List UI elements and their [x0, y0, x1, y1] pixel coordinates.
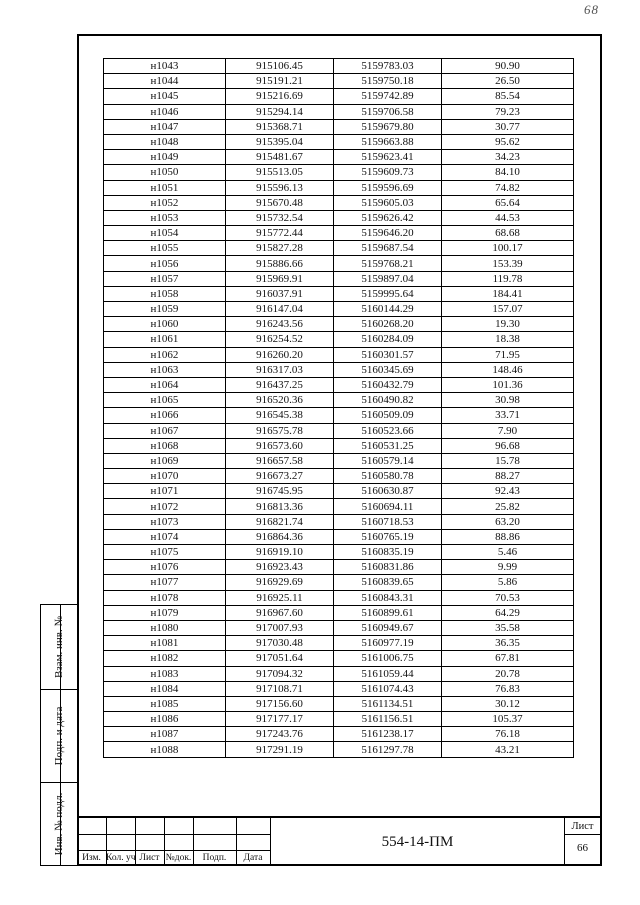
- side-stamp: [40, 604, 78, 866]
- y-coordinate-cell: 5160843.31: [334, 590, 442, 605]
- table-row: [104, 59, 574, 74]
- label-count: Кол. уч: [106, 853, 136, 863]
- point-id-cell: н1067: [104, 423, 226, 438]
- y-coordinate-cell: 5160630.87: [334, 484, 442, 499]
- x-coordinate-cell: 916813.36: [226, 499, 334, 514]
- x-coordinate-cell: 916821.74: [226, 514, 334, 529]
- table-row: [104, 89, 574, 104]
- x-coordinate-cell: 917051.64: [226, 651, 334, 666]
- point-id-cell: н1049: [104, 150, 226, 165]
- y-coordinate-cell: 5159750.18: [334, 74, 442, 89]
- y-coordinate-cell: 5159742.89: [334, 89, 442, 104]
- y-coordinate-cell: 5160899.61: [334, 605, 442, 620]
- point-id-cell: н1046: [104, 104, 226, 119]
- x-coordinate-cell: 916243.56: [226, 317, 334, 332]
- distance-cell: 18.38: [442, 332, 574, 347]
- x-coordinate-cell: 916864.36: [226, 529, 334, 544]
- x-coordinate-cell: 917007.93: [226, 620, 334, 635]
- y-coordinate-cell: 5159623.41: [334, 150, 442, 165]
- distance-cell: 43.21: [442, 742, 574, 757]
- y-coordinate-cell: 5159768.21: [334, 256, 442, 271]
- table-row: [104, 696, 574, 711]
- point-id-cell: н1082: [104, 651, 226, 666]
- x-coordinate-cell: 916575.78: [226, 423, 334, 438]
- table-row: [104, 165, 574, 180]
- table-row: [104, 241, 574, 256]
- distance-cell: 30.98: [442, 393, 574, 408]
- table-row: [104, 651, 574, 666]
- title-block: [77, 816, 602, 866]
- distance-cell: 19.30: [442, 317, 574, 332]
- x-coordinate-cell: 915670.48: [226, 195, 334, 210]
- table-row: [104, 180, 574, 195]
- y-coordinate-cell: 5160977.19: [334, 636, 442, 651]
- x-coordinate-cell: 916929.69: [226, 575, 334, 590]
- table-row: [104, 423, 574, 438]
- point-id-cell: н1058: [104, 286, 226, 301]
- side-label-inv-replace: Взам. инв. №: [53, 616, 65, 678]
- table-row: [104, 438, 574, 453]
- point-id-cell: н1050: [104, 165, 226, 180]
- point-id-cell: н1062: [104, 347, 226, 362]
- table-row: [104, 317, 574, 332]
- point-id-cell: н1060: [104, 317, 226, 332]
- x-coordinate-cell: 917108.71: [226, 681, 334, 696]
- y-coordinate-cell: 5159605.03: [334, 195, 442, 210]
- distance-cell: 64.29: [442, 605, 574, 620]
- table-row: [104, 302, 574, 317]
- point-id-cell: н1065: [104, 393, 226, 408]
- point-id-cell: н1051: [104, 180, 226, 195]
- x-coordinate-cell: 916657.58: [226, 453, 334, 468]
- sheet-box: [564, 818, 600, 866]
- table-row: [104, 195, 574, 210]
- distance-cell: 148.46: [442, 362, 574, 377]
- table-row: [104, 666, 574, 681]
- distance-cell: 84.10: [442, 165, 574, 180]
- distance-cell: 184.41: [442, 286, 574, 301]
- table-row: [104, 499, 574, 514]
- point-id-cell: н1068: [104, 438, 226, 453]
- table-row: [104, 590, 574, 605]
- point-id-cell: н1047: [104, 119, 226, 134]
- table-row: [104, 575, 574, 590]
- table-row: [104, 226, 574, 241]
- table-row: [104, 271, 574, 286]
- point-id-cell: н1069: [104, 453, 226, 468]
- table-row: [104, 119, 574, 134]
- y-coordinate-cell: 5160949.67: [334, 620, 442, 635]
- point-id-cell: н1057: [104, 271, 226, 286]
- distance-cell: 7.90: [442, 423, 574, 438]
- y-coordinate-cell: 5159897.04: [334, 271, 442, 286]
- point-id-cell: н1061: [104, 332, 226, 347]
- x-coordinate-cell: 917291.19: [226, 742, 334, 757]
- x-coordinate-cell: 916260.20: [226, 347, 334, 362]
- distance-cell: 20.78: [442, 666, 574, 681]
- x-coordinate-cell: 916919.10: [226, 545, 334, 560]
- table-row: [104, 104, 574, 119]
- y-coordinate-cell: 5161134.51: [334, 696, 442, 711]
- table-row: [104, 712, 574, 727]
- distance-cell: 63.20: [442, 514, 574, 529]
- y-coordinate-cell: 5160301.57: [334, 347, 442, 362]
- x-coordinate-cell: 915191.21: [226, 74, 334, 89]
- x-coordinate-cell: 916254.52: [226, 332, 334, 347]
- table-row: [104, 393, 574, 408]
- y-coordinate-cell: 5159663.88: [334, 134, 442, 149]
- table-row: [104, 620, 574, 635]
- table-row: [104, 362, 574, 377]
- x-coordinate-cell: 915513.05: [226, 165, 334, 180]
- table-row: [104, 681, 574, 696]
- x-coordinate-cell: 916673.27: [226, 469, 334, 484]
- y-coordinate-cell: 5160580.78: [334, 469, 442, 484]
- point-id-cell: н1064: [104, 377, 226, 392]
- point-id-cell: н1078: [104, 590, 226, 605]
- point-id-cell: н1073: [104, 514, 226, 529]
- distance-cell: 100.17: [442, 241, 574, 256]
- table-row: [104, 134, 574, 149]
- distance-cell: 30.77: [442, 119, 574, 134]
- label-sheet: Лист: [139, 853, 160, 863]
- distance-cell: 95.62: [442, 134, 574, 149]
- table-row: [104, 727, 574, 742]
- table-row: [104, 408, 574, 423]
- x-coordinate-cell: 917030.48: [226, 636, 334, 651]
- distance-cell: 35.58: [442, 620, 574, 635]
- side-label-sign-date: Подп. и дата: [53, 706, 65, 766]
- y-coordinate-cell: 5161156.51: [334, 712, 442, 727]
- y-coordinate-cell: 5160831.86: [334, 560, 442, 575]
- y-coordinate-cell: 5161238.17: [334, 727, 442, 742]
- point-id-cell: н1081: [104, 636, 226, 651]
- table-row: [104, 150, 574, 165]
- table-row: [104, 560, 574, 575]
- label-signature: Подп.: [202, 853, 227, 863]
- y-coordinate-cell: 5159609.73: [334, 165, 442, 180]
- distance-cell: 76.18: [442, 727, 574, 742]
- point-id-cell: н1048: [104, 134, 226, 149]
- distance-cell: 71.95: [442, 347, 574, 362]
- y-coordinate-cell: 5159596.69: [334, 180, 442, 195]
- document-code: 554-14-ПМ: [270, 818, 564, 866]
- table-row: [104, 256, 574, 271]
- table-row: [104, 484, 574, 499]
- y-coordinate-cell: 5160432.79: [334, 377, 442, 392]
- distance-cell: 76.83: [442, 681, 574, 696]
- y-coordinate-cell: 5159783.03: [334, 59, 442, 74]
- x-coordinate-cell: 916037.91: [226, 286, 334, 301]
- x-coordinate-cell: 915969.91: [226, 271, 334, 286]
- distance-cell: 26.50: [442, 74, 574, 89]
- sheet-label: Лист: [565, 820, 600, 835]
- distance-cell: 5.86: [442, 575, 574, 590]
- distance-cell: 157.07: [442, 302, 574, 317]
- y-coordinate-cell: 5161297.78: [334, 742, 442, 757]
- x-coordinate-cell: 916923.43: [226, 560, 334, 575]
- x-coordinate-cell: 916573.60: [226, 438, 334, 453]
- distance-cell: 90.90: [442, 59, 574, 74]
- point-id-cell: н1084: [104, 681, 226, 696]
- point-id-cell: н1076: [104, 560, 226, 575]
- y-coordinate-cell: 5160284.09: [334, 332, 442, 347]
- side-cell-sign-date: [41, 690, 77, 783]
- distance-cell: 88.86: [442, 529, 574, 544]
- point-id-cell: н1063: [104, 362, 226, 377]
- x-coordinate-cell: 916745.95: [226, 484, 334, 499]
- distance-cell: 70.53: [442, 590, 574, 605]
- x-coordinate-cell: 917243.76: [226, 727, 334, 742]
- table-row: [104, 605, 574, 620]
- point-id-cell: н1056: [104, 256, 226, 271]
- distance-cell: 9.99: [442, 560, 574, 575]
- y-coordinate-cell: 5161059.44: [334, 666, 442, 681]
- y-coordinate-cell: 5160144.29: [334, 302, 442, 317]
- distance-cell: 88.27: [442, 469, 574, 484]
- point-id-cell: н1043: [104, 59, 226, 74]
- point-id-cell: н1044: [104, 74, 226, 89]
- y-coordinate-cell: 5159706.58: [334, 104, 442, 119]
- point-id-cell: н1054: [104, 226, 226, 241]
- table-row: [104, 636, 574, 651]
- table-row: [104, 210, 574, 225]
- point-id-cell: н1077: [104, 575, 226, 590]
- y-coordinate-cell: 5160345.69: [334, 362, 442, 377]
- table-row: [104, 286, 574, 301]
- x-coordinate-cell: 916925.11: [226, 590, 334, 605]
- table-row: [104, 74, 574, 89]
- point-id-cell: н1059: [104, 302, 226, 317]
- point-id-cell: н1052: [104, 195, 226, 210]
- y-coordinate-cell: 5160268.20: [334, 317, 442, 332]
- point-id-cell: н1080: [104, 620, 226, 635]
- point-id-cell: н1088: [104, 742, 226, 757]
- side-label-inv-orig: Инв. № подл.: [53, 792, 65, 856]
- label-doc-no: №док.: [165, 853, 192, 863]
- side-cell-inv-replace: [41, 605, 77, 690]
- side-cell-inv-orig: [41, 783, 77, 865]
- distance-cell: 96.68: [442, 438, 574, 453]
- table-row: [104, 529, 574, 544]
- x-coordinate-cell: 915732.54: [226, 210, 334, 225]
- distance-cell: 119.78: [442, 271, 574, 286]
- revision-grid: [77, 818, 270, 866]
- distance-cell: 65.64: [442, 195, 574, 210]
- y-coordinate-cell: 5160523.66: [334, 423, 442, 438]
- table-row: [104, 347, 574, 362]
- y-coordinate-cell: 5159646.20: [334, 226, 442, 241]
- point-id-cell: н1075: [104, 545, 226, 560]
- x-coordinate-cell: 915216.69: [226, 89, 334, 104]
- distance-cell: 85.54: [442, 89, 574, 104]
- y-coordinate-cell: 5159995.64: [334, 286, 442, 301]
- distance-cell: 74.82: [442, 180, 574, 195]
- point-id-cell: н1079: [104, 605, 226, 620]
- distance-cell: 153.39: [442, 256, 574, 271]
- y-coordinate-cell: 5160694.11: [334, 499, 442, 514]
- y-coordinate-cell: 5161074.43: [334, 681, 442, 696]
- point-id-cell: н1071: [104, 484, 226, 499]
- sheet-number: 66: [577, 842, 588, 854]
- y-coordinate-cell: 5159626.42: [334, 210, 442, 225]
- distance-cell: 34.23: [442, 150, 574, 165]
- x-coordinate-cell: 916967.60: [226, 605, 334, 620]
- point-id-cell: н1074: [104, 529, 226, 544]
- table-row: [104, 453, 574, 468]
- distance-cell: 36.35: [442, 636, 574, 651]
- point-id-cell: н1087: [104, 727, 226, 742]
- x-coordinate-cell: 917156.60: [226, 696, 334, 711]
- x-coordinate-cell: 916317.03: [226, 362, 334, 377]
- y-coordinate-cell: 5160839.65: [334, 575, 442, 590]
- point-id-cell: н1085: [104, 696, 226, 711]
- point-id-cell: н1083: [104, 666, 226, 681]
- x-coordinate-cell: 915395.04: [226, 134, 334, 149]
- distance-cell: 105.37: [442, 712, 574, 727]
- x-coordinate-cell: 915827.28: [226, 241, 334, 256]
- distance-cell: 30.12: [442, 696, 574, 711]
- distance-cell: 79.23: [442, 104, 574, 119]
- x-coordinate-cell: 917177.17: [226, 712, 334, 727]
- x-coordinate-cell: 915294.14: [226, 104, 334, 119]
- x-coordinate-cell: 915772.44: [226, 226, 334, 241]
- table-row: [104, 514, 574, 529]
- x-coordinate-cell: 916545.38: [226, 408, 334, 423]
- table-row: [104, 742, 574, 757]
- point-id-cell: н1086: [104, 712, 226, 727]
- y-coordinate-cell: 5160579.14: [334, 453, 442, 468]
- y-coordinate-cell: 5160765.19: [334, 529, 442, 544]
- y-coordinate-cell: 5160531.25: [334, 438, 442, 453]
- point-id-cell: н1070: [104, 469, 226, 484]
- y-coordinate-cell: 5161006.75: [334, 651, 442, 666]
- handwritten-page-number: 68: [584, 2, 599, 17]
- y-coordinate-cell: 5160509.09: [334, 408, 442, 423]
- table-row: [104, 377, 574, 392]
- table-row: [104, 469, 574, 484]
- distance-cell: 15.78: [442, 453, 574, 468]
- distance-cell: 25.82: [442, 499, 574, 514]
- point-id-cell: н1055: [104, 241, 226, 256]
- x-coordinate-cell: 915368.71: [226, 119, 334, 134]
- distance-cell: 101.36: [442, 377, 574, 392]
- x-coordinate-cell: 916147.04: [226, 302, 334, 317]
- point-id-cell: н1053: [104, 210, 226, 225]
- distance-cell: 67.81: [442, 651, 574, 666]
- distance-cell: 33.71: [442, 408, 574, 423]
- label-change: Изм.: [82, 853, 101, 863]
- distance-cell: 44.53: [442, 210, 574, 225]
- label-date: Дата: [243, 853, 263, 863]
- table-row: [104, 332, 574, 347]
- y-coordinate-cell: 5159687.54: [334, 241, 442, 256]
- y-coordinate-cell: 5159679.80: [334, 119, 442, 134]
- x-coordinate-cell: 916520.36: [226, 393, 334, 408]
- distance-cell: 5.46: [442, 545, 574, 560]
- distance-cell: 68.68: [442, 226, 574, 241]
- point-id-cell: н1072: [104, 499, 226, 514]
- coordinates-table: [103, 58, 574, 758]
- table-row: [104, 545, 574, 560]
- point-id-cell: н1045: [104, 89, 226, 104]
- y-coordinate-cell: 5160718.53: [334, 514, 442, 529]
- x-coordinate-cell: 915886.66: [226, 256, 334, 271]
- point-id-cell: н1066: [104, 408, 226, 423]
- y-coordinate-cell: 5160490.82: [334, 393, 442, 408]
- x-coordinate-cell: 915481.67: [226, 150, 334, 165]
- y-coordinate-cell: 5160835.19: [334, 545, 442, 560]
- distance-cell: 92.43: [442, 484, 574, 499]
- x-coordinate-cell: 917094.32: [226, 666, 334, 681]
- x-coordinate-cell: 915106.45: [226, 59, 334, 74]
- x-coordinate-cell: 915596.13: [226, 180, 334, 195]
- x-coordinate-cell: 916437.25: [226, 377, 334, 392]
